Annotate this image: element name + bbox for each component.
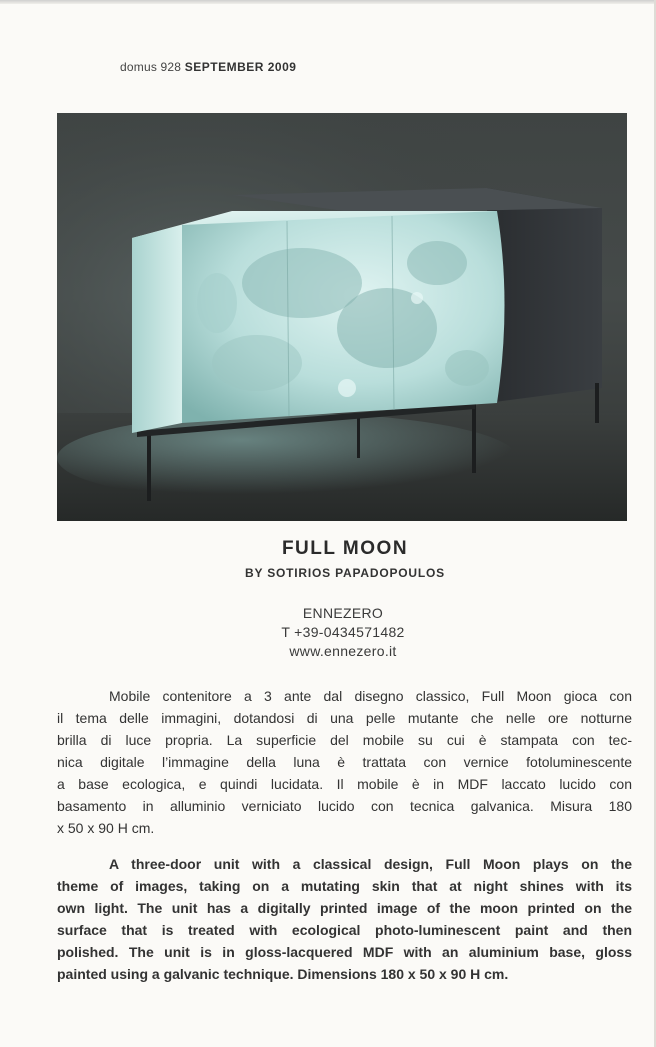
- italian-line: basamento in alluminio verniciato lucido con tecnica galvanica. Misura 180: [57, 798, 632, 814]
- website-link: www.ennezero.it: [289, 643, 397, 659]
- english-line: theme of images, taking on a mutating skin that at night shines with its: [57, 878, 632, 894]
- article-title: FULL MOON: [281, 538, 409, 559]
- article-byline: BY SOTIRIOS PAPADOPOULOS: [245, 566, 445, 580]
- english-line: painted using a galvanic technique. Dimensions 180 x 50 x 90 H cm.: [57, 966, 509, 982]
- english-line: A three-door unit with a classical design, Full Moon plays on the: [109, 856, 632, 872]
- page-top-edge: [0, 0, 656, 4]
- magazine-name: domus 928: [120, 60, 182, 74]
- italian-line: il tema delle immagini, dotandosi di una pelle mutante che nelle ore notturne: [57, 710, 632, 726]
- company-name: ENNEZERO: [302, 605, 384, 621]
- english-line: own light. The unit has a digitally printed image of the moon printed on the: [57, 900, 632, 916]
- product-photo: [57, 113, 627, 521]
- italian-line: brilla di luce propria. La superficie del mobile su cui è stampata con tec-: [57, 732, 632, 748]
- page-header: [120, 60, 296, 74]
- issue-date: SEPTEMBER 2009: [184, 60, 297, 74]
- phone-number: T +39-0434571482: [281, 624, 405, 640]
- english-paragraph: [57, 853, 632, 985]
- italian-line: a base ecologica, e quindi lucidata. Il mobile è in MDF laccato lucido con: [57, 776, 632, 792]
- moon-cabinet-illustration: [57, 113, 627, 521]
- contact-block: [0, 604, 656, 661]
- italian-paragraph: [57, 685, 632, 839]
- italian-line: x 50 x 90 H cm.: [57, 820, 155, 836]
- english-line: polished. The unit is in gloss-lacquered MDF with an aluminium base, gloss: [57, 944, 632, 960]
- english-line: surface that is treated with ecological photo-luminescent paint and then: [57, 922, 632, 938]
- italian-line: Mobile contenitore a 3 ante dal disegno classico, Full Moon gioca con: [109, 688, 632, 704]
- italian-line: nica digitale l’immagine della luna è trattata con vernice fotoluminescente: [57, 754, 632, 770]
